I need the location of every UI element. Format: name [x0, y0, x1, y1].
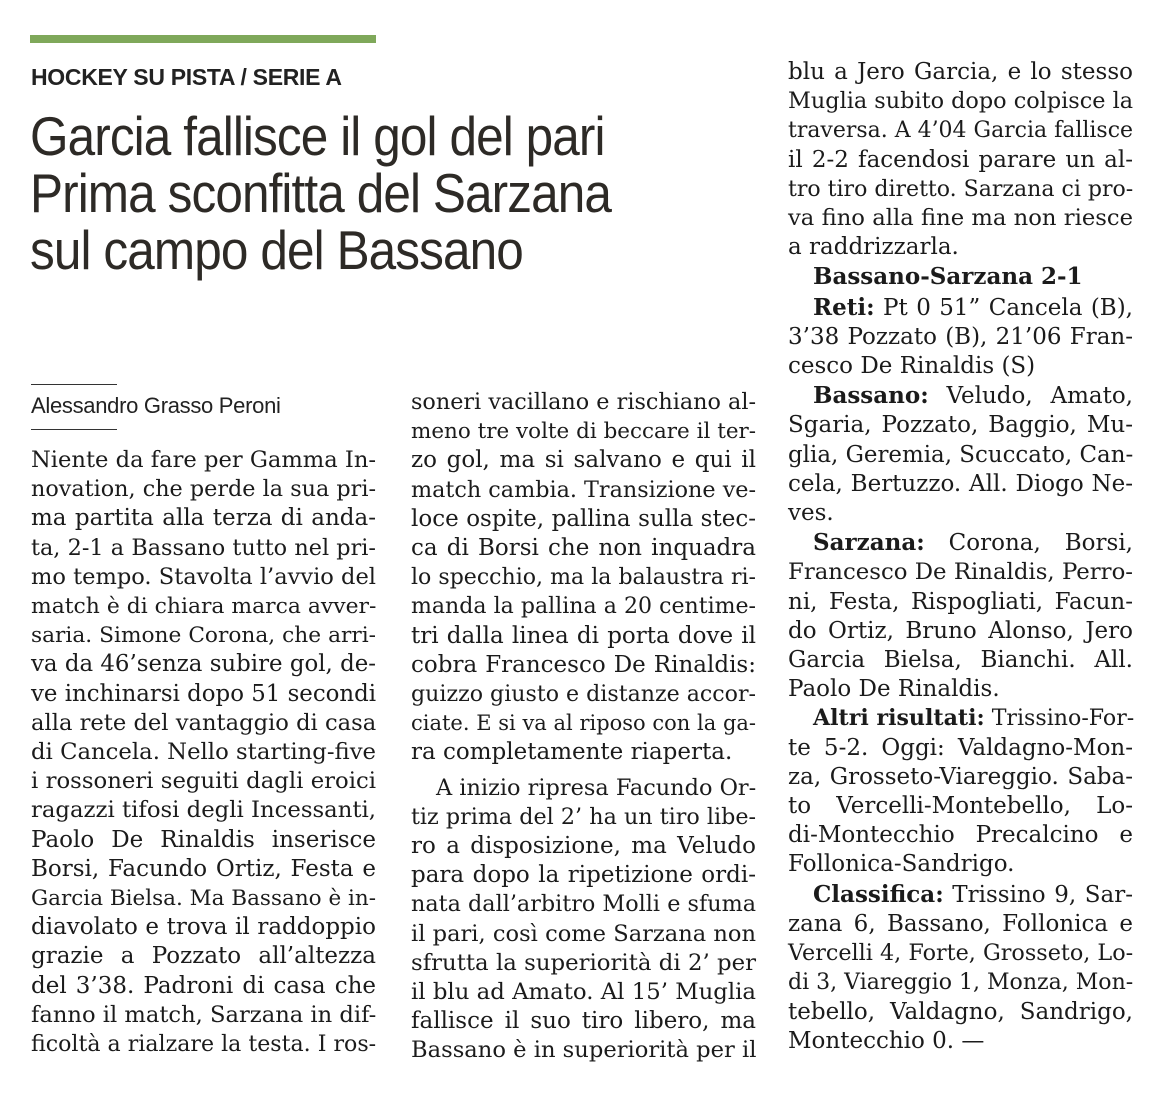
text-line: te 5-2. Oggi: Valdagno-Mon-: [788, 734, 1133, 761]
text-line: blu a Jero Garcia, e lo stesso: [788, 59, 1133, 85]
text-line: meno tre volte di beccare il ter-: [411, 419, 756, 445]
bassano-label: Bassano:: [813, 382, 929, 410]
result-title-text: Bassano-Sarzana 2-1: [813, 263, 1083, 291]
text-line: manda la pallina a 20 centime-: [411, 594, 756, 620]
text-line: Paolo De Rinaldis inserisce: [31, 826, 376, 853]
headline-line: Prima sconfitta del Sarzana: [30, 162, 611, 224]
text-line: ca di Borsi che non inquadra: [411, 535, 756, 562]
text-line: va da 46’senza subire gol, de-: [31, 651, 376, 678]
text-line: Sgaria, Pozzato, Baggio, Mu-: [788, 412, 1133, 439]
text-line: a raddrizzarla.: [788, 234, 959, 261]
text-line: ma partita alla terza di anda-: [31, 505, 376, 532]
text-line: 3’38 Pozzato (B), 21’06 Fran-: [788, 323, 1133, 350]
reti-text: Pt 0 51” Cancela (B),: [874, 294, 1133, 321]
bassano-block: [788, 381, 1133, 411]
text-line: ni, Festa, Rispogliati, Facun-: [788, 588, 1133, 615]
bassano-text: Veludo, Amato,: [928, 383, 1133, 410]
headline-line: Garcia fallisce il gol del pari: [30, 105, 605, 167]
text-line: za, Grosseto-Viareggio. Saba-: [788, 763, 1133, 790]
article-column-2: [411, 388, 756, 1066]
text-line: Garcia Bielsa, Bianchi. All.: [788, 647, 1133, 674]
text-line: Borsi, Facundo Ortiz, Festa e: [31, 855, 376, 882]
byline-rule: [31, 429, 117, 430]
text-line: Montecchio 0. —: [788, 1027, 985, 1054]
text-line: Bassano è in superiorità per il: [411, 1037, 757, 1064]
text-line: glia, Geremia, Scuccato, Can-: [788, 441, 1134, 468]
text-line: ra completamente riaperta.: [411, 739, 733, 766]
text-line: va fino alla fine ma non riesce: [788, 205, 1133, 232]
article-column-3: [788, 58, 1133, 1056]
text-line: ve inchinarsi dopo 51 secondi: [31, 680, 377, 707]
text-line: di-Montecchio Precalcino e: [788, 822, 1133, 849]
text-line: ficoltà a rialzare la testa. I ros-: [31, 1031, 377, 1058]
text-line: Muglia subito dopo colpisce la: [788, 88, 1134, 115]
text-line: ta, 2-1 a Bassano tutto nel pri-: [31, 534, 376, 561]
text-line: diavolato e trova il raddoppio: [31, 914, 376, 941]
reti-block: [788, 293, 1133, 323]
text-line: cobra Francesco De Rinaldis:: [411, 651, 756, 678]
text-line: tiz prima del 2’ ha un tiro libe-: [411, 803, 756, 830]
text-line: ves.: [788, 500, 834, 527]
text-line: match cambia. Transizione ve-: [411, 476, 756, 503]
text-line: zana 6, Bassano, Follonica e: [788, 910, 1133, 937]
text-line: il pari, così come Sarzana non: [411, 920, 756, 947]
classifica-label: Classifica:: [813, 880, 944, 908]
text-line: Garcia Bielsa. Ma Bassano è in-: [31, 886, 376, 912]
text-line: del 3’38. Padroni di casa che: [31, 972, 376, 999]
headline: [30, 105, 714, 281]
text-line: mo tempo. Stavolta l’avvio del: [31, 563, 376, 590]
text-line: ciate. E si va al riposo con la ga-: [411, 711, 756, 736]
text-line: grazie a Pozzato all’altezza: [31, 943, 376, 970]
text-line: Vercelli 4, Forte, Grosseto, Lo-: [788, 940, 1134, 967]
text-line: Follonica-Sandrigo.: [788, 851, 1015, 878]
text-line: ro a disposizione, ma Veludo: [411, 833, 756, 860]
text-line: novation, che perde la sua pri-: [31, 476, 376, 503]
text-line: Niente da fare per Gamma In-: [31, 447, 377, 473]
text-line: Francesco De Rinaldis, Perro-: [788, 559, 1133, 586]
text-line: i rossoneri seguiti dagli eroici: [31, 768, 376, 795]
section-kicker: HOCKEY SU PISTA / SERIE A: [31, 64, 342, 90]
byline-rule: [31, 384, 117, 385]
reti-label: Reti:: [813, 293, 875, 321]
text-line: di 3, Viareggio 1, Monza, Mon-: [788, 970, 1134, 996]
text-line: guizzo giusto e distanze accor-: [411, 681, 756, 708]
text-line: to Vercelli-Montebello, Lo-: [788, 793, 1133, 820]
article-column-1: [31, 446, 376, 1059]
classifica-block: [788, 880, 1133, 910]
text-line: cesco De Rinaldis (S): [788, 353, 1036, 380]
section-color-bar: [30, 35, 376, 43]
text-line: fallisce il suo tiro libero, ma: [411, 1008, 756, 1035]
altri-text: Trissino-For-: [984, 705, 1135, 732]
sarzana-block: [788, 528, 1133, 558]
text-line: para dopo la ripetizione ordi-: [411, 862, 756, 889]
classifica-text: Trissino 9, Sar-: [943, 881, 1133, 908]
text-line: fanno il match, Sarzana in dif-: [31, 1001, 377, 1028]
text-line: tebello, Valdagno, Sandrigo,: [788, 998, 1133, 1025]
text-line: zo gol, ma si salvano e qui il: [411, 447, 756, 474]
text-line: il blu ad Amato. Al 15’ Muglia: [411, 979, 757, 1006]
text-line: lo specchio, ma la balaustra ri-: [411, 565, 756, 591]
text-line: cela, Bertuzzo. All. Diogo Ne-: [788, 470, 1133, 497]
text-line: di Cancela. Nello starting-five: [31, 739, 376, 766]
text-line: do Ortiz, Bruno Alonso, Jero: [788, 617, 1133, 644]
text-line: alla rete del vantaggio di casa: [31, 709, 377, 736]
text-line: match è di chiara marca avver-: [31, 594, 377, 620]
byline: Alessandro Grasso Peroni: [31, 393, 281, 418]
text-line: il 2-2 facendosi parare un al-: [788, 146, 1133, 173]
text-line: tri dalla linea di porta dove il: [411, 622, 756, 649]
text-line: loce ospite, pallina sulla stec-: [411, 505, 756, 532]
text-line: sfrutta la superiorità di 2’ per: [411, 949, 756, 976]
text-line: nata dall’arbitro Molli e sfuma: [411, 891, 756, 918]
text-line: saria. Simone Corona, che arri-: [31, 623, 376, 649]
headline-line: sul campo del Bassano: [30, 219, 523, 281]
text-line: A inizio ripresa Facundo Or-: [436, 774, 757, 801]
sarzana-text: Corona, Borsi,: [924, 530, 1133, 557]
altri-label: Altri risultati:: [813, 705, 985, 732]
text-line: ragazzi tifosi degli Incessanti,: [31, 797, 376, 824]
altri-block: [788, 704, 1133, 733]
result-title: [788, 262, 1133, 292]
text-line: traversa. A 4’04 Garcia fallisce: [788, 118, 1133, 144]
sarzana-label: Sarzana:: [813, 529, 925, 557]
text-line: Paolo De Rinaldis.: [788, 676, 1000, 703]
text-line: tro tiro diretto. Sarzana ci pro-: [788, 176, 1134, 202]
text-line: soneri vacillano e rischiano al-: [411, 389, 756, 415]
